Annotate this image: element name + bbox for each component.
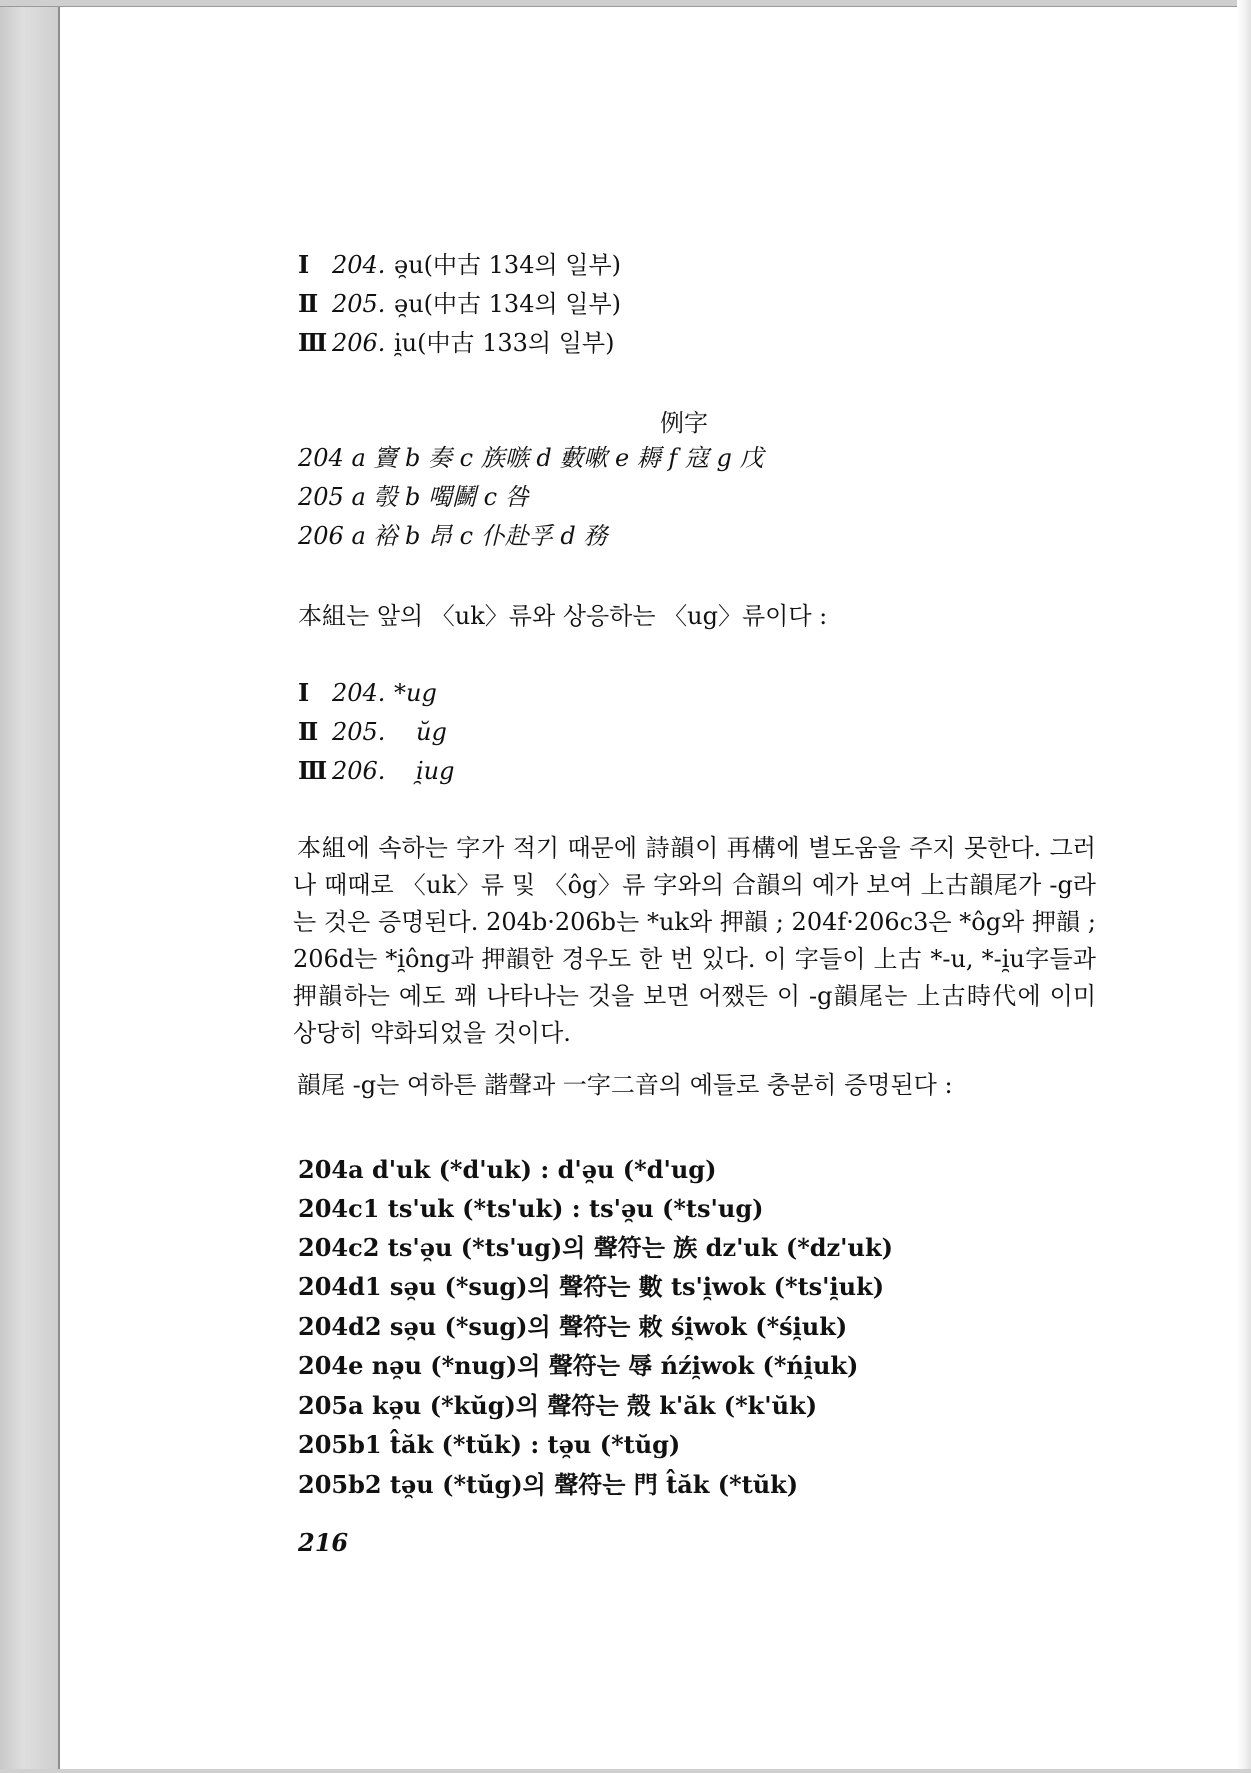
item-number: 204. — [332, 251, 386, 279]
item-number: 205. — [332, 718, 386, 746]
item-number: 204. — [332, 679, 386, 707]
book-bottom-edge — [0, 1769, 1251, 1773]
example-line: 204d1 sə̯u (*sug)의 聲符는 數 ts'i̯wok (*ts'i̯uk) — [298, 1272, 885, 1301]
page-number: 216 — [298, 1528, 349, 1557]
item-text: ə̯u(中古 134의 일부) — [394, 290, 622, 318]
example-line: 205a kə̯u (*kŭg)의 聲符는 殼 k'ăk (*k'ŭk) — [298, 1391, 818, 1420]
example-chars-line: 205 a 彀 b 噣鬭 c 咎 — [298, 483, 529, 511]
item-number: 206. — [332, 329, 386, 357]
item-text: ə̯u(中古 134의 일부) — [394, 251, 622, 279]
item-text: i̯u(中古 133의 일부) — [394, 329, 615, 357]
book-top-edge — [0, 0, 1251, 7]
example-line: 204c1 ts'uk (*ts'uk) : ts'ə̯u (*ts'ug) — [298, 1194, 764, 1223]
recon-list-item — [298, 717, 447, 747]
header-list-item — [298, 289, 621, 319]
item-text: *ug — [394, 679, 437, 707]
roman-numeral: Ⅰ — [298, 250, 310, 279]
header-list-item — [298, 250, 621, 280]
header-list-item — [298, 328, 614, 358]
example-line: 204c2 ts'ə̯u (*ts'ug)의 聲符는 族 dz'uk (*dz'uk) — [298, 1233, 893, 1262]
example-line: 205b2 tə̯u (*tŭg)의 聲符는 門 t̂ăk (*tŭk) — [298, 1470, 799, 1499]
body-paragraph: 本組에 속하는 字가 적기 때문에 詩韻이 再構에 별도움을 주지 못한다. 그러나 때때로 〈uk〉류 및 〈ôg〉류 字와의 合韻의 예가 보여 上古韻尾가 -g라는 것은 증명된다. 204b·206b는 *uk와 押韻 ; 204f·206c3은 *ôg와 押韻 ; 206d는 *i̯ông과 押韻한 경우도 한 번 있다. 이 字들이 上古 *-u, *-i̯u字들과 押韻하는 예도 꽤 나타나는 것을 보면 어쨌든 이 -g韻尾는 上古時代에 이미 상당히 약화되었을 것이다. — [293, 834, 1096, 1047]
roman-numeral: Ⅰ — [298, 678, 310, 707]
recon-list-item — [298, 678, 437, 708]
example-chars-line: 206 a 裕 b 昂 c 仆赴孚 d 務 — [298, 522, 608, 550]
item-number: 205. — [332, 290, 386, 318]
intro-sentence: 本組는 앞의 〈uk〉류와 상응하는 〈ug〉류이다 : — [298, 602, 828, 630]
page-right-shadow — [1237, 0, 1251, 1773]
example-chars-line: 204 a 竇 b 奏 c 族嗾 d 藪嗽 e 耨 f 寇 g 戊 — [298, 444, 764, 472]
book-spine-edge — [0, 0, 60, 1773]
item-number: 206. — [332, 757, 386, 785]
item-text: i̯ug — [416, 757, 455, 785]
roman-numeral: Ⅱ — [298, 289, 319, 318]
roman-numeral: Ⅲ — [298, 756, 328, 785]
example-line: 204e nə̯u (*nug)의 聲符는 辱 ńźi̯wok (*ńi̯uk) — [298, 1351, 859, 1380]
roman-numeral: Ⅲ — [298, 328, 328, 357]
item-text: ŭg — [416, 718, 447, 746]
example-line: 204d2 sə̯u (*sug)의 聲符는 敕 śi̯wok (*śi̯uk) — [298, 1312, 848, 1341]
body-paragraph: 韻尾 -g는 여하튼 諧聲과 一字二音의 예들로 충분히 증명된다 : — [297, 1071, 953, 1099]
roman-numeral: Ⅱ — [298, 717, 319, 746]
recon-list-item — [298, 756, 455, 786]
example-line: 204a d'uk (*d'uk) : d'ə̯u (*d'ug) — [298, 1155, 717, 1184]
example-line: 205b1 t̂ăk (*tŭk) : tə̯u (*tŭg) — [298, 1430, 681, 1459]
section-heading: 例字 — [660, 409, 708, 437]
